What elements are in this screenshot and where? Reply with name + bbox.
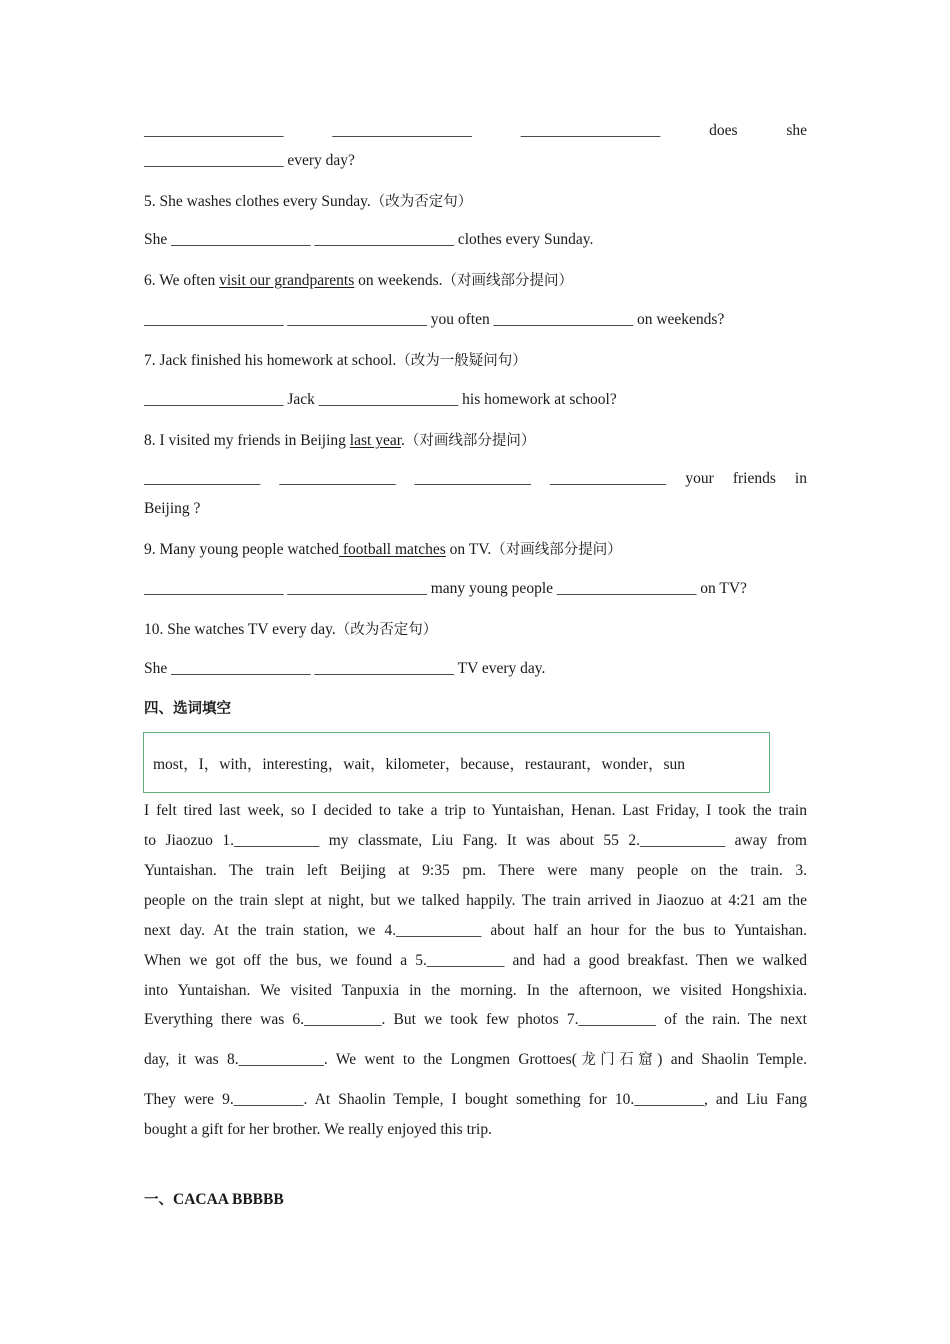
q8-post: . <box>401 432 405 449</box>
word-box-text: most，I，with，interesting，wait，kilometer，because，restaurant，wonder，sun <box>153 756 686 773</box>
q9-note: （对画线部分提问） <box>491 542 622 558</box>
passage-line-7: into Yuntaishan. We visited Tanpuxia in the morning. In the afternoon, we visited Hongshixia. <box>144 982 807 999</box>
passage-line-11: bought a gift for her brother. We really enjoyed this trip. <box>144 1121 492 1138</box>
q9-post: on TV. <box>445 541 492 558</box>
q8-pre: 8. I visited my friends in Beijing <box>144 432 350 449</box>
answer-6: __________________ __________________ you often __________________ on weekends? <box>144 311 725 328</box>
passage-line-4: people on the train slept at night, but we talked happily. The train arrived in Jiaozuo at 4:21 am the <box>144 892 807 909</box>
question-6 <box>144 271 807 291</box>
passage-line-6: When we got off the bus, we found a 5.__________ and had a good breakfast. Then we walked <box>144 952 807 969</box>
passage-line-5: next day. At the train station, we 4.___________ about half an hour for the bus to Yuntaishan. <box>144 922 807 939</box>
question-8 <box>144 431 807 451</box>
passage-line-9-zh: 龙门石窟 <box>576 1052 658 1068</box>
answers-heading-zh: 一、 <box>144 1192 173 1208</box>
answer-10: She __________________ __________________ TV every day. <box>144 660 546 677</box>
passage-line-9 <box>144 1050 807 1070</box>
answer-8-cont: Beijing ? <box>144 500 201 517</box>
passage-line-10: They were 9._________. At Shaolin Temple, I bought something for 10._________, and Liu Fang <box>144 1091 807 1108</box>
blank-line-1: __________________ __________________ __________________ does she <box>144 122 807 139</box>
passage-line-9-pre: day, it was 8.___________. We went to the Longmen Grottoes( <box>144 1051 577 1068</box>
q8-underlined: last year <box>349 432 402 449</box>
word-box <box>143 732 770 793</box>
passage-line-3: Yuntaishan. The train left Beijing at 9:35 pm. There were many people on the train. 3. <box>144 862 807 879</box>
q9-underlined: football matches <box>339 541 446 558</box>
q6-post: on weekends. <box>354 272 443 289</box>
q10-note: （改为否定句） <box>335 622 438 638</box>
q7-note: （改为一般疑问句） <box>396 353 527 369</box>
q5-text: 5. She washes clothes every Sunday. <box>144 193 371 210</box>
answers-heading-text: CACAA BBBBB <box>173 1191 284 1208</box>
q6-pre: 6. We often <box>144 272 220 289</box>
question-10 <box>144 620 807 640</box>
q5-note: （改为否定句） <box>370 194 473 210</box>
answer-9: __________________ __________________ many young people __________________ on TV? <box>144 580 747 597</box>
passage-line-2: to Jiaozuo 1.___________ my classmate, Liu Fang. It was about 55 2.___________ away from <box>144 832 807 849</box>
passage-line-8: Everything there was 6.__________. But we took few photos 7.__________ of the rain. The next <box>144 1011 807 1028</box>
q6-underlined: visit our grandparents <box>219 272 355 289</box>
q10-text: 10. She watches TV every day. <box>144 621 336 638</box>
q8-note: （对画线部分提问） <box>404 433 536 449</box>
blank-line-2: __________________ every day? <box>144 152 355 169</box>
q6-note: （对画线部分提问） <box>442 273 574 289</box>
answers-heading <box>144 1190 807 1210</box>
q9-pre: 9. Many young people watched <box>144 541 339 558</box>
q7-text: 7. Jack finished his homework at school. <box>144 352 397 369</box>
question-5 <box>144 192 807 212</box>
passage-line-1: I felt tired last week, so I decided to take a trip to Yuntaishan, Henan. Last Friday, I took the train <box>144 802 807 819</box>
answer-7: __________________ Jack __________________ his homework at school? <box>144 391 617 408</box>
question-7 <box>144 351 807 371</box>
question-9 <box>144 540 807 560</box>
answer-5: She __________________ __________________ clothes every Sunday. <box>144 231 594 248</box>
section-4-title: 四、选词填空 <box>144 701 231 717</box>
passage-line-9-post: ) and Shaolin Temple. <box>657 1051 807 1068</box>
answer-8: _______________ _______________ _______________ _______________ your friends in <box>144 470 807 487</box>
